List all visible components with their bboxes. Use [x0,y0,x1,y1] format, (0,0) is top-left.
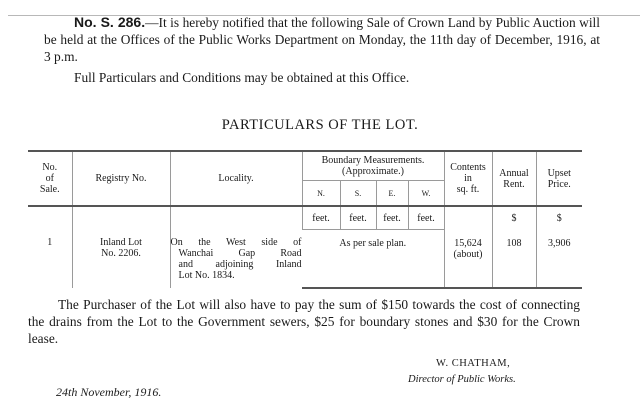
unit-annual-rent: $ [492,206,536,230]
cell-text: and adjoining Inland [178,259,302,270]
cell-text: Wanchai Gap Road [178,248,302,259]
header-contents [444,151,492,206]
notice-paragraph [44,14,600,65]
header-upset-price [536,151,582,206]
header-text: No. [42,162,58,173]
signature-title: Director of Public Works. [408,374,516,385]
header-text: Boundary Measurements. [321,155,425,166]
cell-annual-rent: 108 [492,230,536,288]
cell-upset-price: 3,906 [536,230,582,288]
cell-boundary: As per sale plan. [302,230,444,288]
unit-contents [444,206,492,230]
unit-south: feet. [340,206,376,230]
unit-north: feet. [302,206,340,230]
cell-registry-no [72,206,170,288]
header-west: W. [408,181,444,207]
header-text: of [45,173,54,184]
cell-text: On the West side of [170,237,302,248]
header-locality: Locality. [170,151,302,206]
header-text: Price. [547,178,571,190]
header-text: Upset [547,167,571,179]
header-east: E. [376,181,408,207]
signature-name: W. CHATHAM, [436,358,511,369]
header-south: S. [340,181,376,207]
header-text: Annual [499,167,529,179]
purchaser-note-text: The Purchaser of the Lot will also have to pay the sum of $150 towards the cost of connecting the drains from the Lot to the Government sewers, $25 for boundary stones and $30 for the Crown lease. [28,297,580,346]
header-text: Contents [450,162,486,173]
purchaser-note [28,296,580,347]
header-boundary-measurements [302,151,444,181]
header-text: in [464,173,472,184]
header-text: Sale. [39,184,60,195]
header-text: (Approximate.) [342,166,404,177]
cell-locality [170,206,302,288]
lot-table [28,150,582,289]
unit-upset-price: $ [536,206,582,230]
cell-no-of-sale: 1 [47,237,53,248]
header-no-of-sale [28,151,72,206]
header-annual-rent [492,151,536,206]
unit-west: feet. [408,206,444,230]
header-north: N. [302,181,340,207]
notice-body: —It is hereby notified that the following Sale of Crown Land by Public Auction will be held at the Offices of the Public Works Department on Monday, the 11th day of December, 1916, at 3 p.m. [44,15,601,64]
header-text: sq. ft. [456,184,480,195]
section-title: PARTICULARS OF THE LOT. [221,117,419,133]
cell-text: Inland Lot [100,237,142,248]
header-registry-no: Registry No. [72,151,170,206]
cell-text: (about) [453,248,483,260]
particulars-note: Full Particulars and Conditions may be obtained at this Office. [74,70,410,85]
notice-date: 24th November, 1916. [56,385,162,399]
cell-text: 15,624 [454,237,482,249]
header-text: Rent. [503,178,525,190]
notice-number: No. S. 286. [74,14,146,30]
cell-text: Lot No. 1834. [178,270,235,281]
cell-text: No. 2206. [101,248,141,259]
unit-east: feet. [376,206,408,230]
cell-contents [444,230,492,288]
